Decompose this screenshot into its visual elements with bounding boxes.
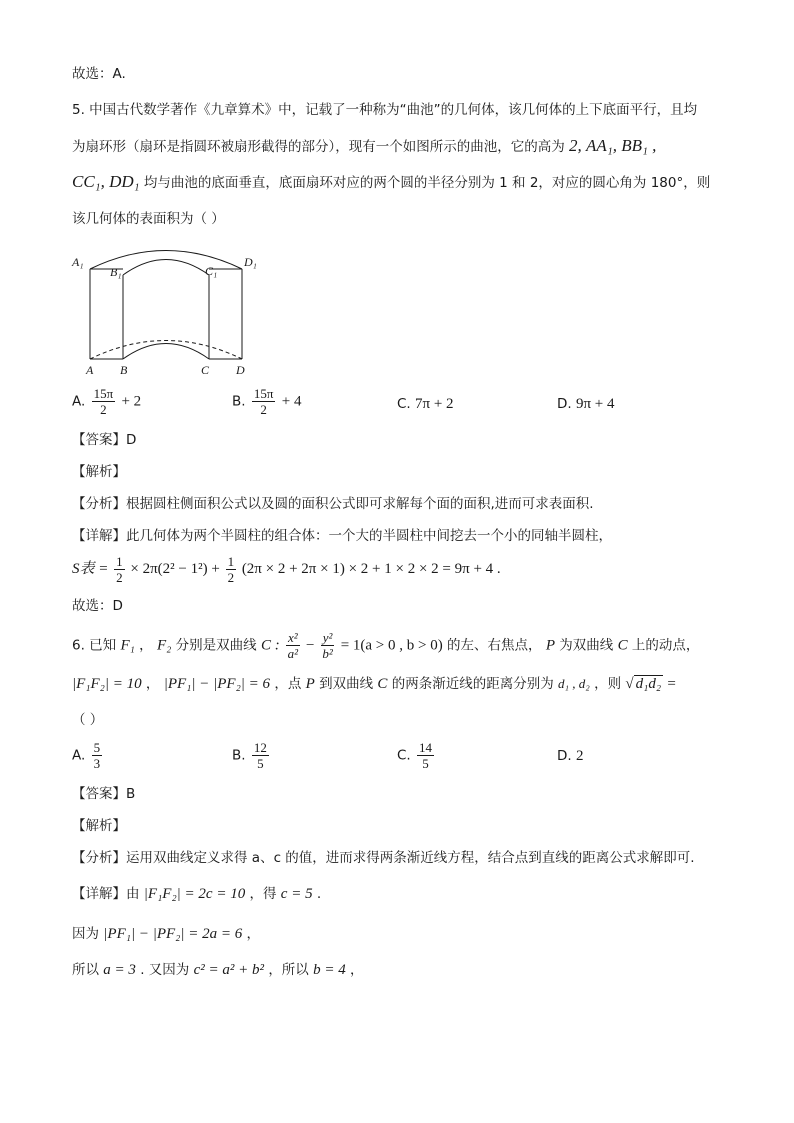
q6-because: [72, 924, 260, 944]
label-d1: D₁: [244, 255, 257, 269]
q5-option-d: [557, 396, 615, 413]
q6-line2-d: ，点: [274, 676, 302, 692]
label-d: D: [236, 363, 245, 377]
q6-line1-tail: 为双曲线: [559, 637, 614, 654]
label-b: B: [120, 363, 128, 377]
q6-option-c-label: C.: [397, 747, 411, 764]
q5-formula-frac2-num: 1: [227, 554, 235, 570]
q5-formula-frac1-den: 2: [116, 570, 123, 586]
label-b1: B₁: [110, 265, 122, 279]
q5-option-b-tail: + 4: [281, 393, 302, 410]
q5-option-b-den: 2: [260, 402, 267, 417]
q5-answer: 【答案】D: [72, 432, 137, 448]
q6-so-b: b = 4: [313, 962, 346, 978]
q6-sqrt-body: d₁d₂: [635, 676, 662, 692]
q6-line1-end: 上的动点，: [631, 637, 700, 654]
q5-xiangjie: 【详解】此几何体为两个半圆柱的组合体：一个大的半圆柱中间挖去一个小的同轴半圆柱，: [72, 528, 612, 544]
q5-option-d-text: 9π + 4: [575, 396, 615, 412]
q6-f1f2-abs: |F₁F₂| = 10: [72, 676, 142, 692]
q5-analysis-head: 【解析】: [72, 464, 126, 480]
q6-option-d: [557, 748, 583, 765]
q6-option-c-num: 14: [419, 740, 433, 755]
q6-option-b: [232, 740, 271, 771]
label-a: A: [86, 363, 94, 377]
figure-inner-top-arc: [123, 260, 209, 276]
q6-because-pre: 因为: [72, 926, 99, 942]
q5-option-a-frac: [92, 386, 116, 417]
q6-p: P: [545, 637, 555, 654]
q6-xiangjie-math: |F₁F₂| = 2c = 10: [143, 886, 246, 902]
q6-f1: F₁: [120, 637, 135, 654]
q6-so-a: a = 3: [103, 962, 136, 978]
q6-fenxi: 【分析】运用双曲线定义求得 a、c 的值，进而求得两条渐近线方程，结合点到直线的距离公式求解即可.: [72, 850, 695, 866]
q5-formula: [72, 554, 501, 585]
q6-option-a-label: A.: [72, 747, 86, 764]
q5-option-a-label: A.: [72, 393, 86, 410]
q6-option-d-label: D.: [557, 748, 572, 764]
q6-analysis-head: 【解析】: [72, 818, 126, 834]
q6-xiangjie-mid: ，得: [249, 886, 277, 902]
q6-so-end: ，: [350, 962, 364, 978]
q6-hyp-cond: = 1(a > 0 , b > 0): [340, 637, 443, 654]
figure-inner-bottom-arc: [123, 344, 209, 360]
q5-option-c: [397, 396, 454, 413]
q6-c-label: C :: [260, 637, 280, 654]
q6-line1: 6. 已知 F₁ ， F₂ 分别是双曲线 C : $\frac{\text{x²}}{\text{a²}}$ − $\frac{\text{y²}}{\text{b²}}$ = 1(a > 0 , b > 0) 的左、右焦点， P 为双曲线 C 上的动点，: [72, 630, 700, 661]
q6-option-b-den: 5: [257, 756, 264, 771]
q6-so-mid: . 又因为: [140, 962, 190, 978]
q6-so-mid2: ，所以: [268, 962, 309, 978]
q6-option-a: [72, 740, 104, 771]
q5-option-b-frac: [252, 386, 276, 417]
q5-option-b-num: 15π: [253, 386, 274, 401]
label-a1: A₁: [72, 255, 84, 269]
q5-line2-text: 为扇环形（扇环是指圆环被扇形截得的部分），现有一个如图所示的曲池，它的高为: [72, 139, 565, 155]
q6-line2-sep: ，: [145, 676, 160, 692]
q6-option-b-num: 12: [253, 740, 267, 755]
q6-line2-h: ，则: [594, 676, 622, 692]
q6-option-a-den: 3: [93, 756, 101, 771]
q5-formula-frac1: [114, 554, 125, 585]
q5-formula-mid: × 2π(2² − 1²) +: [130, 561, 220, 577]
q5-option-a-tail: + 2: [121, 393, 142, 410]
q6-option-b-frac: [252, 740, 269, 771]
q6-line2-eq: =: [667, 676, 676, 692]
q5-formula-rest: (2π × 2 + 2π × 1) × 2 + 1 × 2 × 2 = 9π + 4 .: [241, 561, 501, 577]
q5-option-d-label: D.: [557, 396, 572, 412]
q5-fenxi: 【分析】根据圆柱侧面积公式以及圆的面积公式即可求解每个面的面积,进而可求表面积.: [72, 496, 594, 512]
q5-line3-math: CC₁, DD₁: [72, 172, 140, 191]
q6-sqrt: √ d₁d₂: [625, 676, 662, 692]
q5-option-c-text: 7π + 2: [415, 396, 454, 412]
q6-hyp-x-den: a²: [287, 646, 299, 661]
q6-because-end: ，: [246, 926, 261, 942]
q5-option-a: [72, 386, 141, 417]
q6-option-c-den: 5: [422, 756, 429, 771]
q6-xiangjie-pre: 【详解】由: [72, 886, 140, 902]
q6-option-c: [397, 740, 436, 771]
q5-figure: [66, 240, 276, 380]
q6-line2: [72, 674, 676, 694]
prev-answer: 故选：A.: [72, 66, 126, 82]
q5-option-c-label: C.: [397, 396, 411, 412]
q6-hyp-y-den: b²: [322, 646, 333, 661]
label-c: C: [201, 363, 210, 377]
q5-line1: 5. 中国古代数学著作《九章算术》中，记载了一种称为“曲池”的几何体，该几何体的上下底面平行，且均: [72, 102, 698, 118]
q6-line2-c: C: [377, 676, 388, 692]
q6-line1-sep: ，: [139, 637, 153, 654]
q5-line2-math: 2, AA₁, BB₁ ,: [569, 136, 657, 155]
q6-so-eq: c² = a² + b²: [193, 962, 265, 978]
q5-formula-frac1-num: 1: [116, 554, 123, 570]
q6-answer: 【答案】B: [72, 786, 136, 802]
q6-line2-f: 的两条渐近线的距离分别为: [391, 676, 554, 692]
q6-line1-post: 的左、右焦点，: [447, 637, 542, 654]
q6-xiangjie-end: .: [316, 886, 322, 902]
q6-hyp-y-frac: [321, 630, 335, 661]
q6-line2-p: P: [305, 676, 315, 692]
q5-line3-text: 均与曲池的底面垂直，底面扇环对应的两个圆的半径分别为 1 和 2，对应的圆心角为 180°，则: [143, 175, 711, 191]
label-c1: C₁: [205, 264, 218, 278]
q6-so: [72, 960, 364, 980]
q6-hyp-y-num: y²: [322, 630, 333, 645]
q6-line2-e: 到双曲线: [319, 676, 374, 692]
q6-option-b-label: B.: [232, 747, 246, 764]
q5-option-b: [232, 386, 301, 417]
q5-formula-frac2: [226, 554, 237, 585]
q6-line1-pre: 6. 已知: [72, 637, 117, 654]
q6-line1-mid: 分别是双曲线: [175, 637, 257, 654]
q6-f2: F₂: [156, 637, 172, 654]
q6-xiangjie-res: c = 5: [280, 886, 313, 902]
q6-hyp-x-num: x²: [287, 630, 298, 645]
q6-option-c-frac: [417, 740, 434, 771]
q6-because-math: |PF₁| − |PF₂| = 2a = 6: [103, 926, 243, 942]
q5-line2: [72, 136, 656, 157]
q6-so-pre: 所以: [72, 962, 99, 978]
q6-option-a-frac: [92, 740, 103, 771]
q6-line3: （ ）: [72, 712, 104, 728]
q5-line3: [72, 172, 710, 193]
q6-xiangjie: [72, 884, 321, 904]
q6-hyp-x-frac: [286, 630, 300, 661]
q5-option-b-label: B.: [232, 393, 246, 410]
q6-c2: C: [617, 637, 628, 654]
q6-d1-d2: d₁ , d₂: [558, 676, 590, 691]
q5-option-a-num: 15π: [93, 386, 114, 401]
q5-formula-frac2-den: 2: [227, 570, 235, 586]
q5-option-a-den: 2: [100, 402, 107, 417]
q6-option-a-num: 5: [93, 740, 101, 755]
q6-pf-diff: |PF₁| − |PF₂| = 6: [163, 676, 271, 692]
q5-line4: 该几何体的表面积为（ ）: [72, 211, 225, 227]
q5-conclusion: 故选：D: [72, 598, 123, 614]
q6-option-d-text: 2: [575, 748, 584, 764]
q5-formula-lhs: S表 =: [72, 561, 109, 577]
